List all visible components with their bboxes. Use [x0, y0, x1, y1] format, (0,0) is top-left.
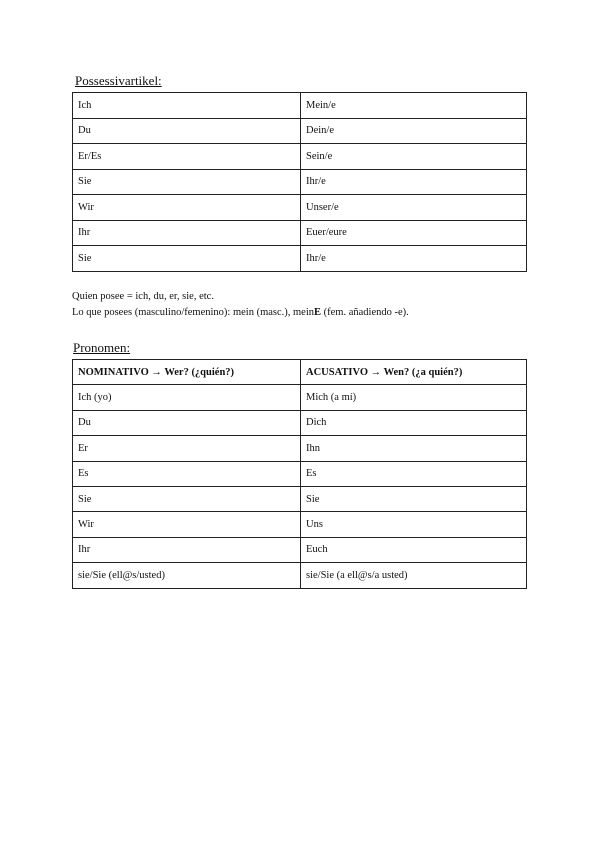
acusativo-cell: Sie	[301, 486, 527, 511]
acusativo-cell: Es	[301, 461, 527, 486]
possessive-cell: Euer/eure	[301, 220, 527, 246]
pronoun-cell: Ihr	[73, 220, 301, 246]
nominativo-cell: Sie	[73, 486, 301, 511]
table-row	[73, 118, 527, 144]
nominativo-cell: Ich (yo)	[73, 385, 301, 410]
acusativo-cell: Euch	[301, 537, 527, 562]
table-row	[73, 512, 527, 537]
possessive-cell: Mein/e	[301, 93, 527, 119]
table-row	[73, 410, 527, 435]
possessive-heading: Possessivartikel:	[75, 73, 162, 88]
table-row	[73, 486, 527, 511]
nominativo-header: NOMINATIVO → Wer? (¿quién?)	[73, 360, 301, 385]
acusativo-header: ACUSATIVO → Wen? (¿a quién?)	[301, 360, 527, 385]
note-possessed-text: Lo que posees (masculino/femenino): mein (masc.), mein	[72, 307, 315, 318]
table-row	[73, 461, 527, 486]
nominativo-cell: sie/Sie (ell@s/usted)	[73, 563, 301, 588]
pronoun-cell: Ich	[73, 93, 301, 119]
acusativo-cell: Dich	[301, 410, 527, 435]
possessive-cell: Dein/e	[301, 118, 527, 144]
table-header-row	[73, 360, 527, 385]
table-row	[73, 385, 527, 410]
possessive-cell: Unser/e	[301, 195, 527, 221]
nominativo-cell: Du	[73, 410, 301, 435]
note-possessed	[72, 307, 409, 318]
table-row	[73, 537, 527, 562]
nominativo-cell: Es	[73, 461, 301, 486]
nominativo-cell: Ihr	[73, 537, 301, 562]
nominativo-cell: Wir	[73, 512, 301, 537]
pronomen-table	[72, 359, 527, 589]
acusativo-cell: Ihn	[301, 436, 527, 461]
table-row	[73, 436, 527, 461]
acusativo-cell: Mich (a mí)	[301, 385, 527, 410]
table-row	[73, 144, 527, 170]
nominativo-cell: Er	[73, 436, 301, 461]
possessive-cell: Ihr/e	[301, 169, 527, 195]
pronoun-cell: Sie	[73, 246, 301, 272]
pronomen-heading: Pronomen:	[73, 340, 131, 355]
note-possessed-suffix: (fem. añadiendo -e).	[321, 307, 409, 318]
acusativo-cell: Uns	[301, 512, 527, 537]
possessive-table	[72, 92, 527, 272]
table-row	[73, 195, 527, 221]
table-row	[73, 220, 527, 246]
table-row	[73, 93, 527, 119]
table-row	[73, 563, 527, 588]
acusativo-cell: sie/Sie (a ell@s/a usted)	[301, 563, 527, 588]
note-emphasis: E	[314, 307, 322, 318]
table-row	[73, 246, 527, 272]
possessive-cell: Ihr/e	[301, 246, 527, 272]
pronoun-cell: Er/Es	[73, 144, 301, 170]
note-owner: Quien posee = ich, du, er, sie, etc.	[72, 291, 214, 302]
table-row	[73, 169, 527, 195]
pronoun-cell: Du	[73, 118, 301, 144]
pronoun-cell: Sie	[73, 169, 301, 195]
pronoun-cell: Wir	[73, 195, 301, 221]
possessive-cell: Sein/e	[301, 144, 527, 170]
